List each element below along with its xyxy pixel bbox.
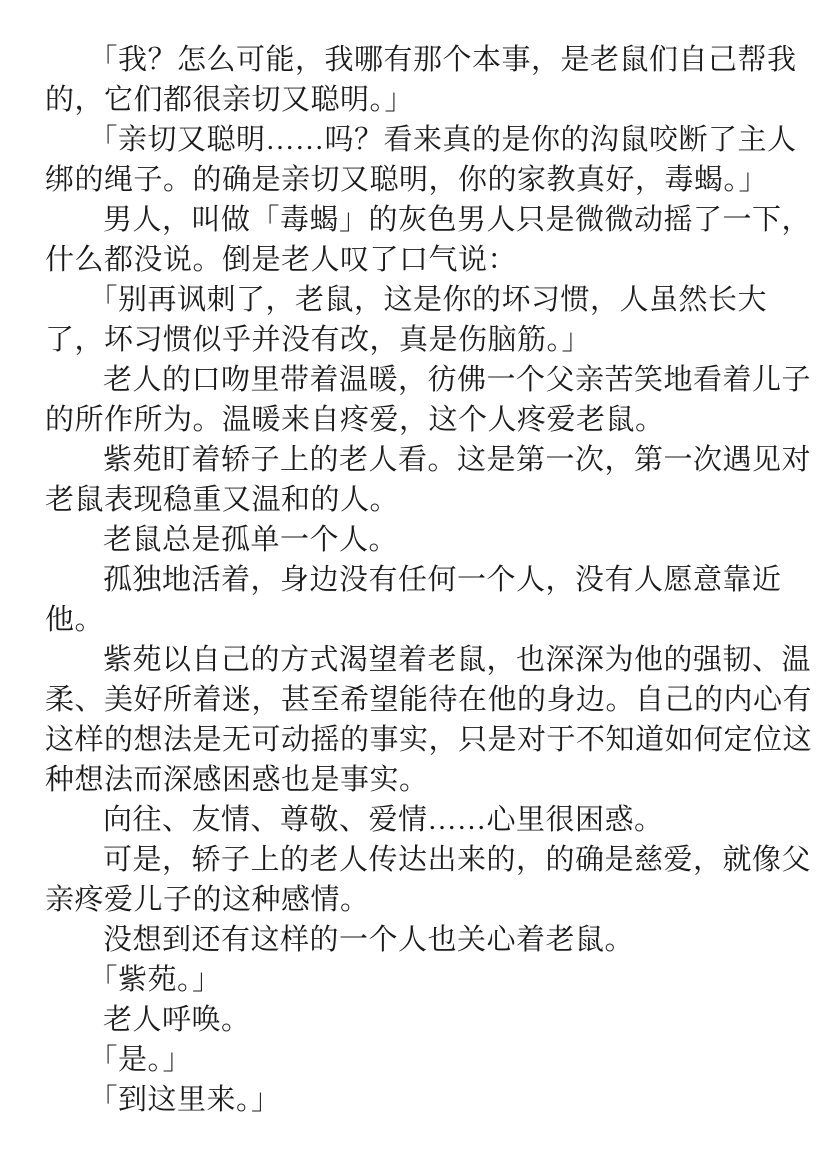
text-line: 紫苑以自己的方式渴望着老鼠，也深深为他的强韧、温 (103, 644, 812, 676)
text-line: 他。 (45, 604, 105, 636)
text-line: 柔、美好所着迷，甚至希望能待在他的身边。自己的内心有 (45, 684, 813, 716)
text-line: 老鼠表现稳重又温和的人。 (45, 484, 400, 516)
novel-text-block (45, 40, 813, 1120)
text-line: 「我？怎么可能，我哪有那个本事，是老鼠们自己帮我 (88, 44, 797, 76)
text-line: 的所作所为。温暖来自疼爱，这个人疼爱老鼠。 (45, 404, 665, 436)
text-line: 亲疼爱儿子的这种感情。 (45, 884, 370, 916)
text-line: 种想法而深感困惑也是事实。 (45, 764, 429, 796)
text-line: 男人，叫做「毒蝎」的灰色男人只是微微动摇了一下， (103, 204, 812, 236)
text-line: 「亲切又聪明……吗？看来真的是你的沟鼠咬断了主人 (88, 124, 797, 156)
text-line: 「是。」 (88, 1044, 193, 1076)
text-line: 「到这里来。」 (88, 1084, 281, 1116)
text-line: 可是，轿子上的老人传达出来的，的确是慈爱，就像父 (103, 844, 812, 876)
text-line: 了，坏习惯似乎并没有改，真是伤脑筋。」 (45, 324, 592, 356)
text-line: 「紫苑。」 (88, 964, 222, 996)
text-line: 紫苑盯着轿子上的老人看。这是第一次，第一次遇见对 (103, 444, 812, 476)
text-line: 向往、友情、尊敬、爱情……心里很困惑。 (103, 804, 664, 836)
text-line: 老人的口吻里带着温暖，彷佛一个父亲苦笑地看着儿子 (103, 364, 812, 396)
text-line: 什么都没说。倒是老人叹了口气说： (45, 244, 518, 276)
text-line: 没想到还有这样的一个人也关心着老鼠。 (103, 924, 635, 956)
text-line: 老鼠总是孤单一个人。 (103, 524, 399, 556)
text-line: 孤独地活着，身边没有任何一个人，没有人愿意靠近 (103, 564, 782, 596)
text-line: 「别再讽刺了，老鼠，这是你的坏习惯，人虽然长大 (88, 284, 768, 316)
text-line: 这样的想法是无可动摇的事实，只是对于不知道如何定位这 (45, 724, 813, 756)
text-line: 老人呼唤。 (103, 1004, 251, 1036)
text-line: 绑的绳子。的确是亲切又聪明，你的家教真好，毒蝎。」 (45, 164, 769, 196)
text-line: 的，它们都很亲切又聪明。」 (45, 84, 415, 116)
